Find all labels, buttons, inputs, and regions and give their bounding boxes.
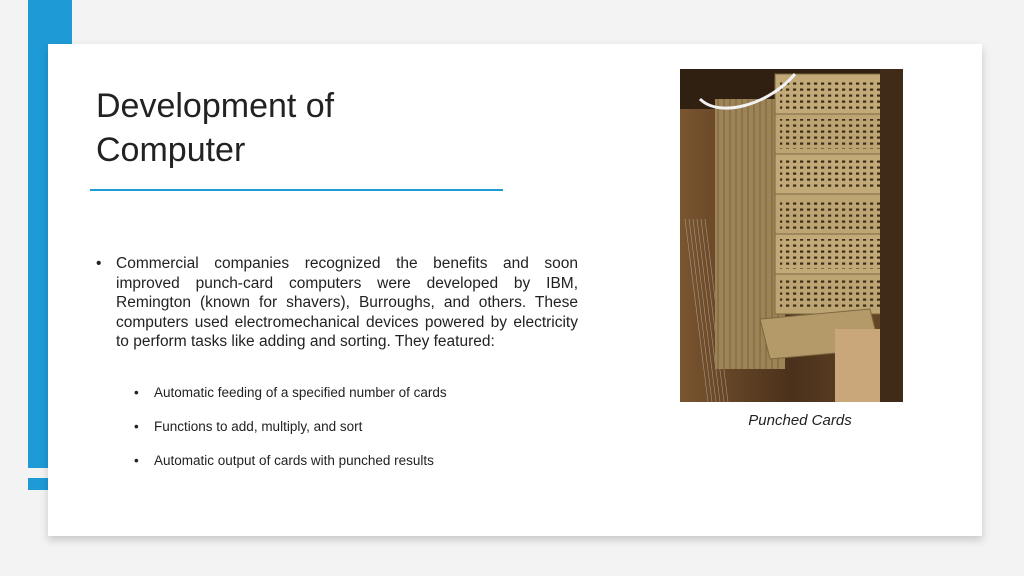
image-caption: Punched Cards	[748, 412, 852, 429]
sub-bullet-list	[134, 384, 594, 486]
punched-cards-photo	[680, 69, 903, 402]
title-line-1: Development of	[96, 87, 335, 125]
bullet-list	[96, 254, 578, 352]
main-bullet: • Commercial companies recognized the benefits and soon improved punch-card computers were developed by IBM, Remington (known for shavers), Burroughs, and others. These computers used electromechanical devices powered by electricity to perform tasks like adding and sorting. They featured:	[96, 254, 578, 352]
sub-bullet-item: • Automatic feeding of a specified number of cards	[134, 384, 594, 402]
accent-bar-side	[28, 44, 48, 468]
slide-title	[96, 84, 496, 172]
accent-bar-top	[28, 0, 72, 44]
sub-bullet-item: • Automatic output of cards with punched results	[134, 452, 594, 470]
title-underline	[90, 189, 503, 191]
sub-bullet-item: • Functions to add, multiply, and sort	[134, 418, 594, 436]
punched-cards-illustration	[680, 69, 903, 402]
accent-bar-bottom	[28, 478, 48, 490]
title-line-2: Computer	[96, 131, 246, 169]
